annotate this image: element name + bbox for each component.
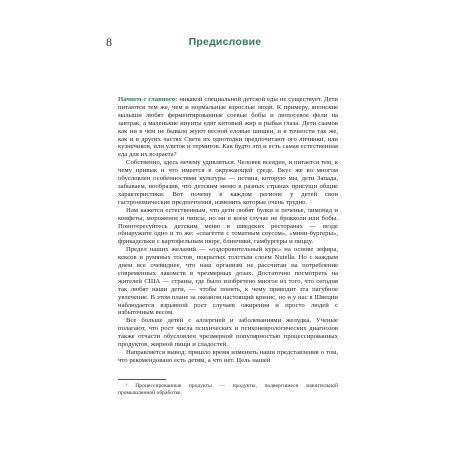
lead-phrase: Начнем с главного: [118, 96, 178, 103]
footnote: ¹ Процессированные продукты — продукты, подвергшиеся значительной промышленной обработке. [118, 383, 338, 396]
paragraph-1-text: никакой специальной детской еды не существует. Дети питаются тем же, чем и нормальные взрослые люди. К примеру, японские малыши любят ферментированные соевые бобы и люпосевое фели на завтрак, а маленькие инуиты едят китовый жир и рыбьи глаза. Дети саамов как ни в чем не бывало жуют весной еловые шишки, и в точности так же, как и в других частях Света их однотодки предпочитают ого личинки, или кузнечиков, или улиток и термитов. Как будто это и есть самая естественная еда для их возраста? [118, 96, 338, 159]
body-text [118, 96, 338, 365]
paragraph-1 [118, 96, 338, 159]
paragraph-4: Предел наших желаний — «оздоровительный курс» на основе зефира, кексов и румяных тостов, покрытых толстым слоем Nutella. Но с каждым днем все очевиднее, что наш организм не рассчитан на потребление современных лакомств в чрезмерных дозах. Достаточно посмотреть на жителей США — страны, где было изобретено многое из того, что сегодня так любят наши дети, — чтобы понять, к чему приводит эта пагубное увлечение. В этом плане за океаном настоящий кризис, но и у нас в Швеции наблюдается взрывной рост случаев ожирения и просто людей с избыточным весом. [118, 246, 338, 317]
page-number: 8 [106, 35, 112, 49]
paragraph-6: Направляется вывод: пришло время изменить наши представления о том, что рекомендовано есть детям, а что нет. Цель нашей [118, 349, 338, 364]
paragraph-2: Собственно, здесь нечему удивляться. Человек всеяден, и питается тем, к чему привык и что имеется в окружающей среде. Вкус же во многом обусловлен особенностями культуры — истина, которую мы, дети Запада, забываем, вообразив, что детским меню в разных странах присущи общие характеристики. Вот почему в каждом регионе у детей свои гастрономические предпочтения, изменить которые очень трудно. [118, 159, 338, 206]
paragraph-5: Все больше детей с аллергией и заболеваниями желудка. Ученые полагают, что рост числа психических и психоневрологических диагнозов также отчасти обусловлен чрезмерной популярностью процессированных продуктов, жирной пищи и сладостей. [118, 317, 338, 349]
footnote-divider [118, 379, 166, 380]
paragraph-3: Нам кажется естественным, что дети любят булки и печенье, лимонад и конфеты, мороженое и чипсы, но ни в коем случае не брокколи или бобы. Поинтересуйтесь детским меню в шведских ресторанах — везде обнаружите одно и то же: «спагетти с томатным соусом», «мини-бургеры», фрикадельки с картофельным пюре, блинчики, гамбургеры и пиццу. [118, 206, 338, 246]
running-title: Предисловие [188, 36, 262, 48]
page-header [0, 34, 450, 50]
